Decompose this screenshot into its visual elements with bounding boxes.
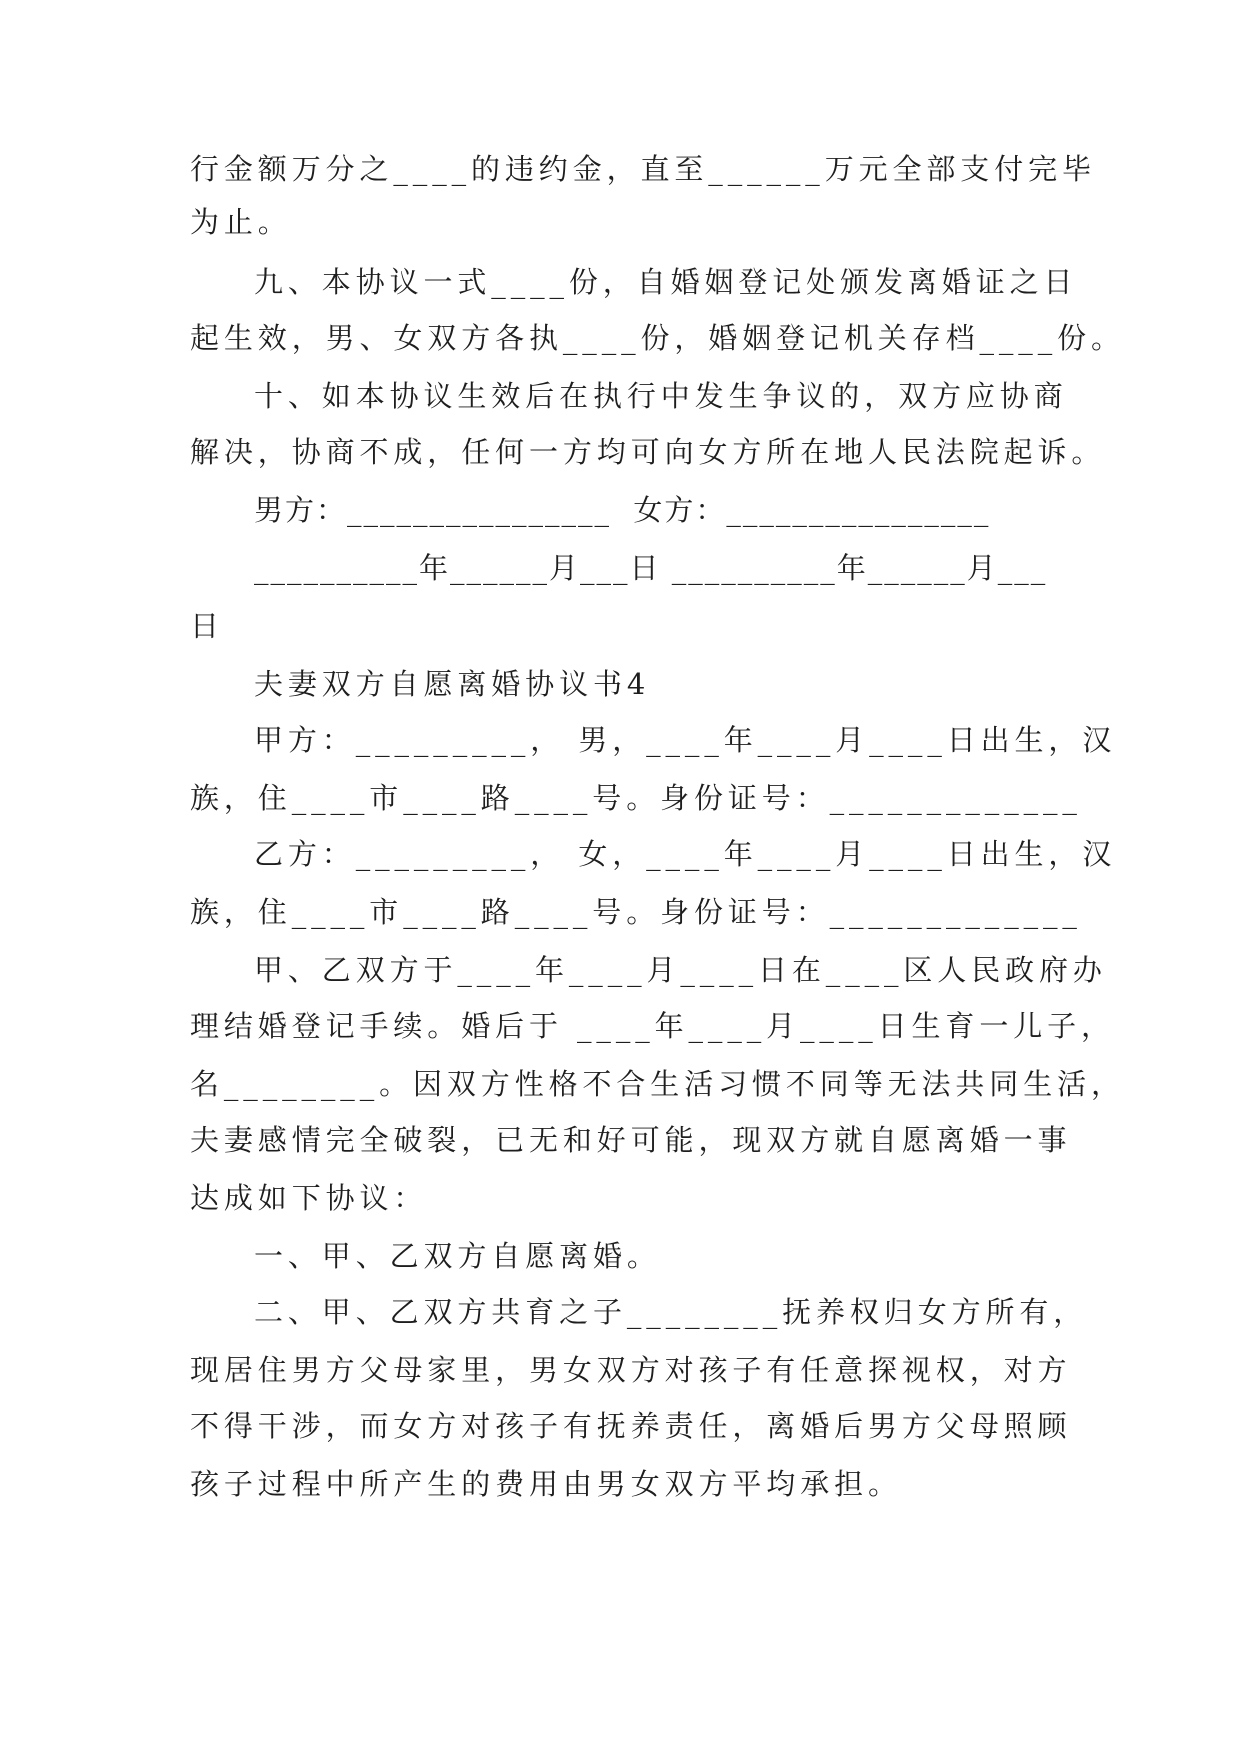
text-line-2: 为止。 xyxy=(190,205,292,239)
clause-ten-line-1: 十、如本协议生效后在执行中发生争议的，双方应协商 xyxy=(254,379,1068,413)
clause-two-line-3: 不得干涉，而女方对孩子有抚养责任，离婚后男方父母照顾 xyxy=(190,1409,1072,1443)
party-a-line-1: 甲方：_________， 男，____年____月____日出生，汉 xyxy=(254,723,1117,757)
clause-ten-line-2: 解决，协商不成，任何一方均可向女方所在地人民法院起诉。 xyxy=(190,435,1106,469)
clause-nine-line-1: 九、本协议一式____份，自婚姻登记处颁发离婚证之日 xyxy=(254,265,1078,299)
clause-two-line-1: 二、甲、乙双方共育之子________抚养权归女方所有， xyxy=(254,1295,1088,1329)
marriage-paragraph-line-2: 理结婚登记手续。婚后于 ____年____月____日生育一儿子， xyxy=(190,1009,1115,1043)
marriage-paragraph-line-4: 夫妻感情完全破裂，已无和好可能，现双方就自愿离婚一事 xyxy=(190,1123,1072,1157)
marriage-paragraph-line-5: 达成如下协议： xyxy=(190,1181,428,1215)
party-b-line-2: 族，住____市____路____号。身份证号：_____________ xyxy=(190,895,1082,929)
text-line-1: 行金额万分之____的违约金，直至______万元全部支付完毕 xyxy=(190,152,1096,186)
party-b-line-1: 乙方：_________， 女，____年____月____日出生，汉 xyxy=(254,837,1117,871)
marriage-paragraph-line-1: 甲、乙双方于____年____月____日在____区人民政府办 xyxy=(254,953,1107,987)
party-a-line-2: 族，住____市____路____号。身份证号：_____________ xyxy=(190,781,1082,815)
clause-two-line-2: 现居住男方父母家里，男女双方对孩子有任意探视权，对方 xyxy=(190,1353,1072,1387)
clause-two-line-4: 孩子过程中所产生的费用由男女双方平均承担。 xyxy=(190,1467,902,1501)
signature-line: 男方：________________ 女方：________________ xyxy=(254,493,991,527)
section-title: 夫妻双方自愿离婚协议书4 xyxy=(254,667,651,701)
clause-nine-line-2: 起生效，男、女双方各执____份，婚姻登记机关存档____份。 xyxy=(190,321,1125,355)
signature-date-line: __________年______月___日 __________年______月___ xyxy=(254,551,1048,585)
clause-one-line: 一、甲、乙双方自愿离婚。 xyxy=(254,1239,661,1273)
marriage-paragraph-line-3: 名________。因双方性格不合生活习惯不同等无法共同生活， xyxy=(190,1067,1125,1101)
signature-date-line-end: 日 xyxy=(190,609,224,643)
